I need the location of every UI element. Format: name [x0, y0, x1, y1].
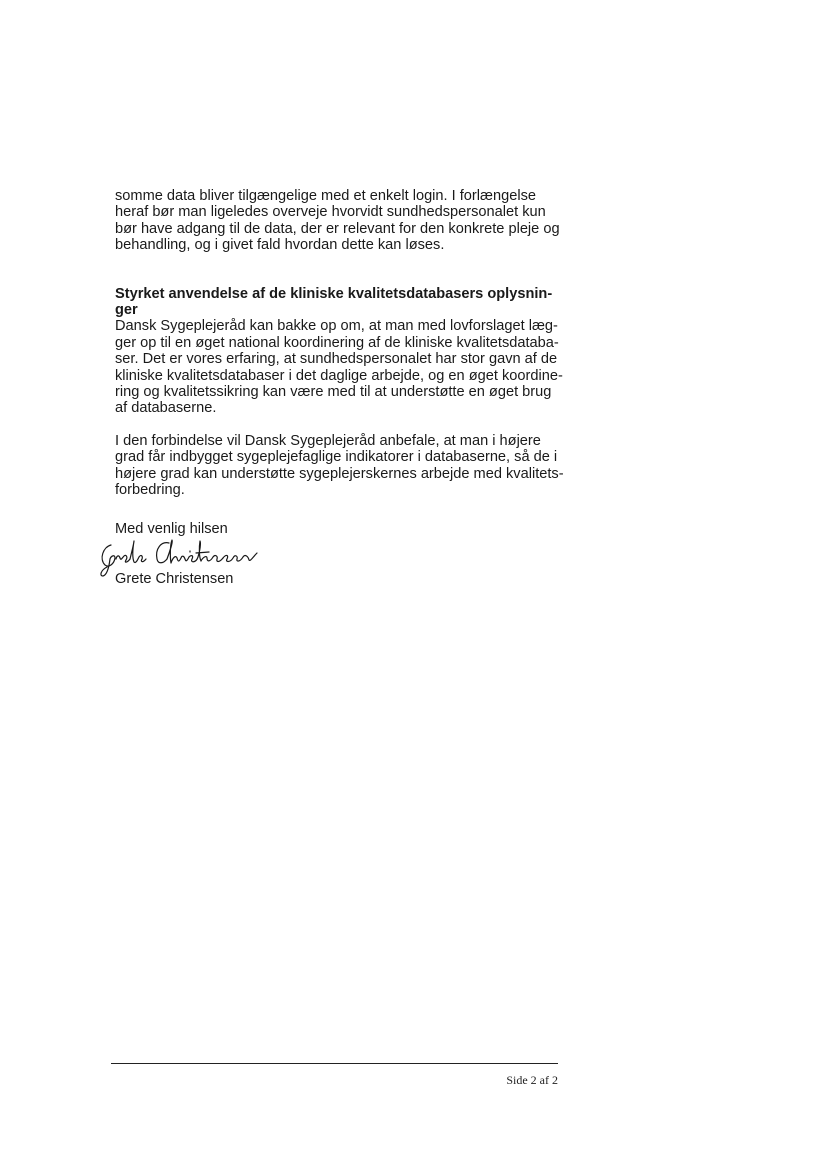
paragraph-quality-databases: [115, 318, 565, 416]
text-line: ser. Det er vores erfaring, at sundhedspersonalet har stor gavn af de: [115, 351, 558, 368]
letter-body: [115, 188, 565, 587]
text-line: bør have adgang til de data, der er relevant for den konkrete pleje og: [115, 220, 560, 237]
heading-line: Styrket anvendelse af de kliniske kvalitetsdatabasers oplysnin-: [115, 285, 553, 302]
text-line: forbedring.: [115, 482, 185, 499]
text-line: kliniske kvalitetsdatabaser i det daglige arbejde, og en øget koordine-: [115, 367, 563, 384]
text-line: ring og kvalitetssikring kan være med til at understøtte en øget brug: [115, 384, 552, 401]
text-line: somme data bliver tilgængelige med et enkelt login. I forlængelse: [115, 188, 537, 204]
text-line: Dansk Sygeplejeråd kan bakke op om, at man med lovforslaget læg-: [115, 318, 558, 335]
paragraph-data-access: [115, 188, 565, 254]
text-line: I den forbindelse vil Dansk Sygeplejeråd anbefale, at man i højere: [115, 432, 541, 449]
closing-salutation: Med venlig hilsen: [115, 520, 228, 537]
signature-image: [97, 537, 277, 577]
text-line: grad får indbygget sygeplejefaglige indikatorer i databaserne, så de i: [115, 449, 558, 466]
footer-divider: [111, 1063, 558, 1064]
text-line: heraf bør man ligeledes overveje hvorvidt sundhedspersonalet kun: [115, 204, 546, 221]
section-heading: [115, 286, 565, 319]
text-line: behandling, og i givet fald hvordan dette kan løses.: [115, 237, 445, 254]
text-line: højere grad kan understøtte sygeplejerskernes arbejde med kvalitets-: [115, 465, 564, 482]
signer-name: Grete Christensen: [115, 570, 234, 587]
text-line: ger op til en øget national koordinering af de kliniske kvalitetsdataba-: [115, 334, 559, 351]
text-line: af databaserne.: [115, 400, 217, 417]
heading-line: ger: [115, 302, 138, 319]
handwritten-signature: [115, 539, 565, 575]
page-number: Side 2 af 2: [506, 1073, 558, 1087]
paragraph-recommendation: [115, 433, 565, 499]
